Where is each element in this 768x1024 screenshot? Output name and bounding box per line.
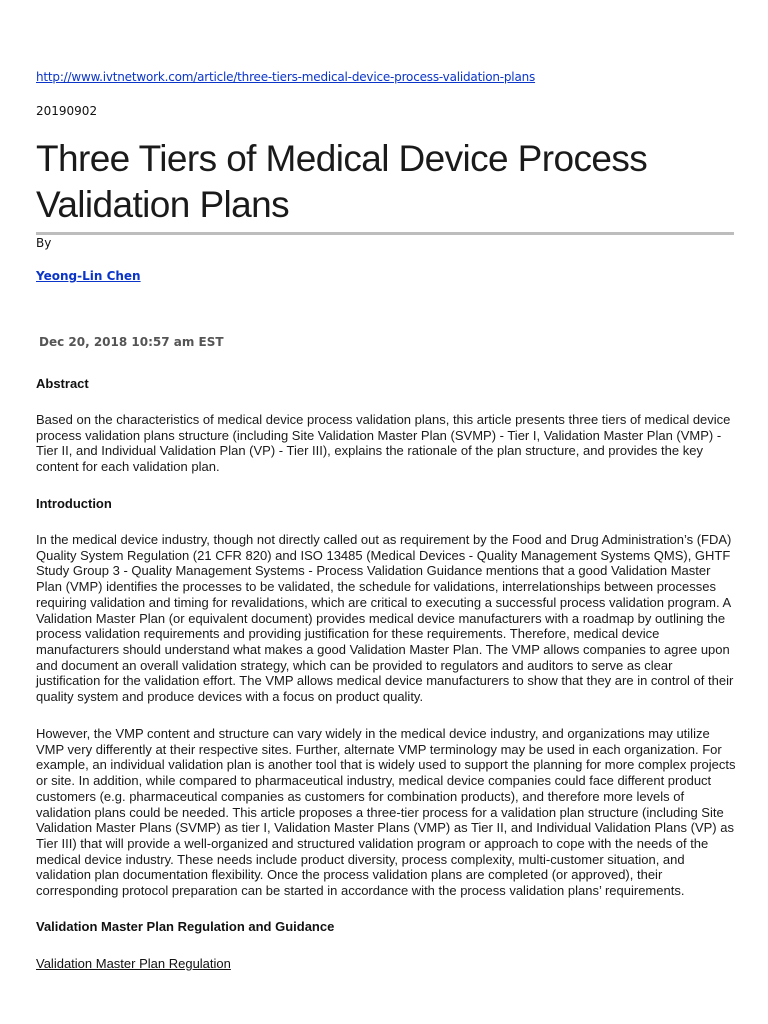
introduction-paragraph-1: In the medical device industry, though not directly called out as requirement by the Food and Drug Administration’s (FDA) Quality System Regulation (21 CFR 820) and ISO 13485 (Medical Devices - Quality Management Systems QMS), GHTF Study Group 3 - Quality Management Systems - Process Validation Guidance mentions that a good Validation Master Plan (VMP) identifies the processes to be validated, the schedule for validations, interrelationships between processes requiring validation and timing for revalidations, which are critical to executing a successful process validation program. A Validation Master Plan (or equivalent document) provides medical device manufacturers with a roadmap by outlining the process validation requirements and providing justification for these requirements. Therefore, medical device manufacturers should understand what makes a good Validation Master Plan. The VMP allows companies to agree upon and document an overall validation strategy, which can be provided to regulators and auditors to serve as clear justification for the validation effort. The VMP allows medical device manufacturers to show that they are in control of their quality system and produce devices with a focus on product quality. [36,532,734,705]
vmp-regulation-subheading[interactable]: Validation Master Plan Regulation [36,956,231,971]
article-title: Three Tiers of Medical Device Process Validation Plans [36,138,648,225]
abstract-heading: Abstract [36,376,89,391]
vmp-regulation-heading: Validation Master Plan Regulation and Guidance [36,919,335,934]
introduction-paragraph-2: However, the VMP content and structure can vary widely in the medical device industry, and organizations may utilize VMP very differently at their respective sites. Further, alternate VMP terminology may be used in each organization. For example, an individual validation plan is another tool that is widely used to support the planning for more complex projects or site. In addition, while compared to pharmaceutical industry, medical device companies could face different product customers (e.g. pharmaceutical companies as customers for combination products), and therefore more levels of validation plans could be needed. This article proposes a three-tier process for a validation plan structure (including Site Validation Master Plans (SVMP) as tier I, Validation Master Plans (VMP) as Tier II, and Individual Validation Plans (VP) as Tier III) that will provide a well-organized and structured validation program or approach to cope with the needs of the medical device industry. These needs include product diversity, process complexity, multi-customer situation, and validation plan documentation flexibility. Once the process validation plans are completed (or approved), their corresponding protocol preparation can be started in accordance with the process validation plans’ requirements. [36,726,736,899]
by-label: By [36,236,52,250]
author-link[interactable]: Yeong-Lin Chen [36,269,141,283]
publish-date: Dec 20, 2018 10:57 am EST [39,335,224,349]
introduction-heading: Introduction [36,496,112,511]
abstract-paragraph: Based on the characteristics of medical device process validation plans, this article presents three tiers of medical device process validation plans structure (including Site Validation Master Plan (SVMP) - Tier I, Validation Master Plan (VMP) - Tier II, and Individual Validation Plan (VP) - Tier III), explains the rationale of the plan structure, and provides the key content for each validation plan. [36,412,731,475]
date-code: 20190902 [36,104,98,118]
source-url-link[interactable]: http://www.ivtnetwork.com/article/three-tiers-medical-device-process-validation-plans [36,70,536,84]
title-divider [36,232,734,235]
